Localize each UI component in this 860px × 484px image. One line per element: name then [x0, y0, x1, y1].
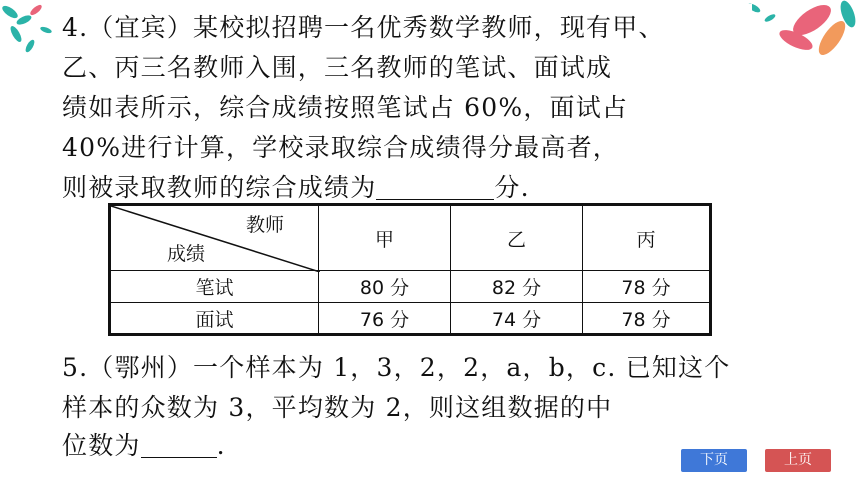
answer-blank-4: [376, 174, 494, 200]
table-corner-cell: [110, 205, 319, 271]
table-row: [110, 303, 711, 335]
leaf-decoration-right: [740, 0, 860, 60]
table-cell: 80 分: [319, 271, 451, 303]
problem-4-line-4: 40%进行计算，学校录取综合成绩得分最高者，: [62, 133, 619, 162]
leaf-decoration-left: [0, 0, 70, 60]
scores-table: [108, 203, 712, 336]
table-cell: 82 分: [451, 271, 583, 303]
problem-5-line-3: [62, 426, 226, 462]
column-header: 甲: [319, 205, 451, 271]
column-header: 丙: [583, 205, 711, 271]
table-header-row: [110, 205, 711, 271]
problem-4-line-5: [62, 168, 530, 204]
next-page-button[interactable]: 下页: [681, 449, 747, 472]
column-header: 乙: [451, 205, 583, 271]
problem-5-period: .: [216, 431, 226, 460]
table-cell: 74 分: [451, 303, 583, 335]
table-cell: 76 分: [319, 303, 451, 335]
problem-5-line-3-text: 位数为: [62, 431, 141, 460]
corner-label-score: 成绩: [167, 243, 206, 265]
problem-5-line-1: 5.（鄂州）一个样本为 1，3，2，2，a，b，c. 已知这个: [62, 353, 731, 382]
answer-blank-5: [141, 432, 217, 458]
row-label: 面试: [110, 303, 319, 335]
row-label: 笔试: [110, 271, 319, 303]
problem-5-line-2: 样本的众数为 3，平均数为 2，则这组数据的中: [62, 393, 613, 422]
problem-4-unit: 分.: [494, 173, 530, 202]
prev-page-button[interactable]: 上页: [765, 449, 831, 472]
table-row: [110, 271, 711, 303]
problem-4-line-3: 绩如表所示，综合成绩按照笔试占 60%，面试占: [62, 93, 629, 122]
table-cell: 78 分: [583, 271, 711, 303]
problem-4-line-1: 4.（宜宾）某校拟招聘一名优秀数学教师，现有甲、: [62, 13, 665, 42]
problem-4-line-2: 乙、丙三名教师入围，三名教师的笔试、面试成: [62, 53, 613, 82]
corner-label-teacher: 教师: [245, 214, 284, 236]
problem-4-line-5-text: 则被录取教师的综合成绩为: [62, 173, 377, 202]
table-cell: 78 分: [583, 303, 711, 335]
diagonal-line: [111, 206, 320, 272]
